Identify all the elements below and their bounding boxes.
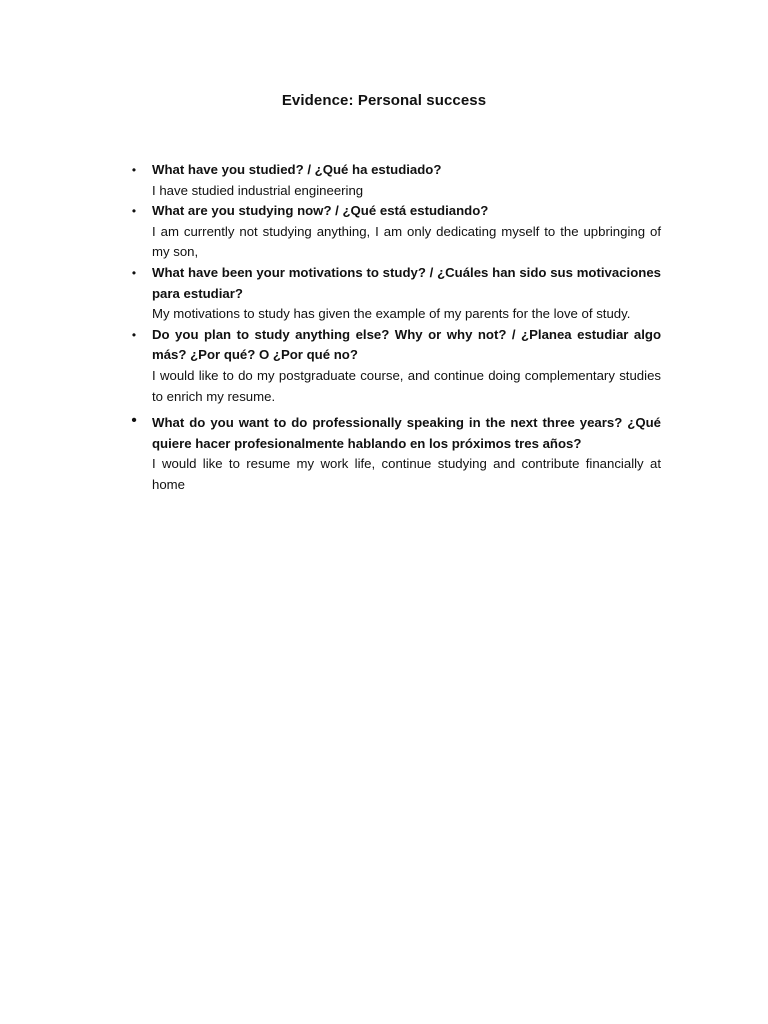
- question-answer-list: [131, 160, 661, 496]
- list-item: [131, 160, 661, 201]
- bullet-icon: •: [131, 163, 137, 177]
- list-item: [131, 201, 661, 263]
- question-text: What have been your motivations to study? / ¿Cuáles han sido sus motivaciones para estudiar?: [152, 264, 661, 301]
- answer-text: I would like to resume my work life, continue studying and contribute financially at home: [152, 456, 661, 492]
- answer-text: I have studied industrial engineering: [152, 182, 364, 198]
- answer-text: I am currently not studying anything, I am only dedicating myself to the upbringing of my son,: [152, 223, 661, 260]
- document-title: Evidence: Personal success: [281, 92, 487, 109]
- question-text: What do you want to do professionally speaking in the next three years? ¿Qué quiere hacer profesionalmente hablando en los próximos tres años?: [152, 415, 661, 451]
- list-item: [131, 263, 661, 325]
- question-text: Do you plan to study anything else? Why or why not? / ¿Planea estudiar algo más? ¿Por qué? O ¿Por qué no?: [152, 326, 661, 363]
- answer-text: My motivations to study has given the example of my parents for the love of study.: [152, 306, 631, 322]
- bullet-icon: •: [131, 265, 137, 280]
- bullet-icon: •: [131, 204, 137, 219]
- list-item: [131, 325, 661, 407]
- list-item: [131, 412, 661, 495]
- bullet-icon: •: [131, 412, 137, 430]
- answer-text: I would like to do my postgraduate course, and continue doing complementary studies to enrich my resume.: [152, 367, 661, 404]
- question-text: What are you studying now? / ¿Qué está estudiando?: [152, 203, 489, 219]
- question-text: What have you studied? / ¿Qué ha estudiado?: [152, 162, 442, 177]
- bullet-icon: •: [131, 327, 137, 342]
